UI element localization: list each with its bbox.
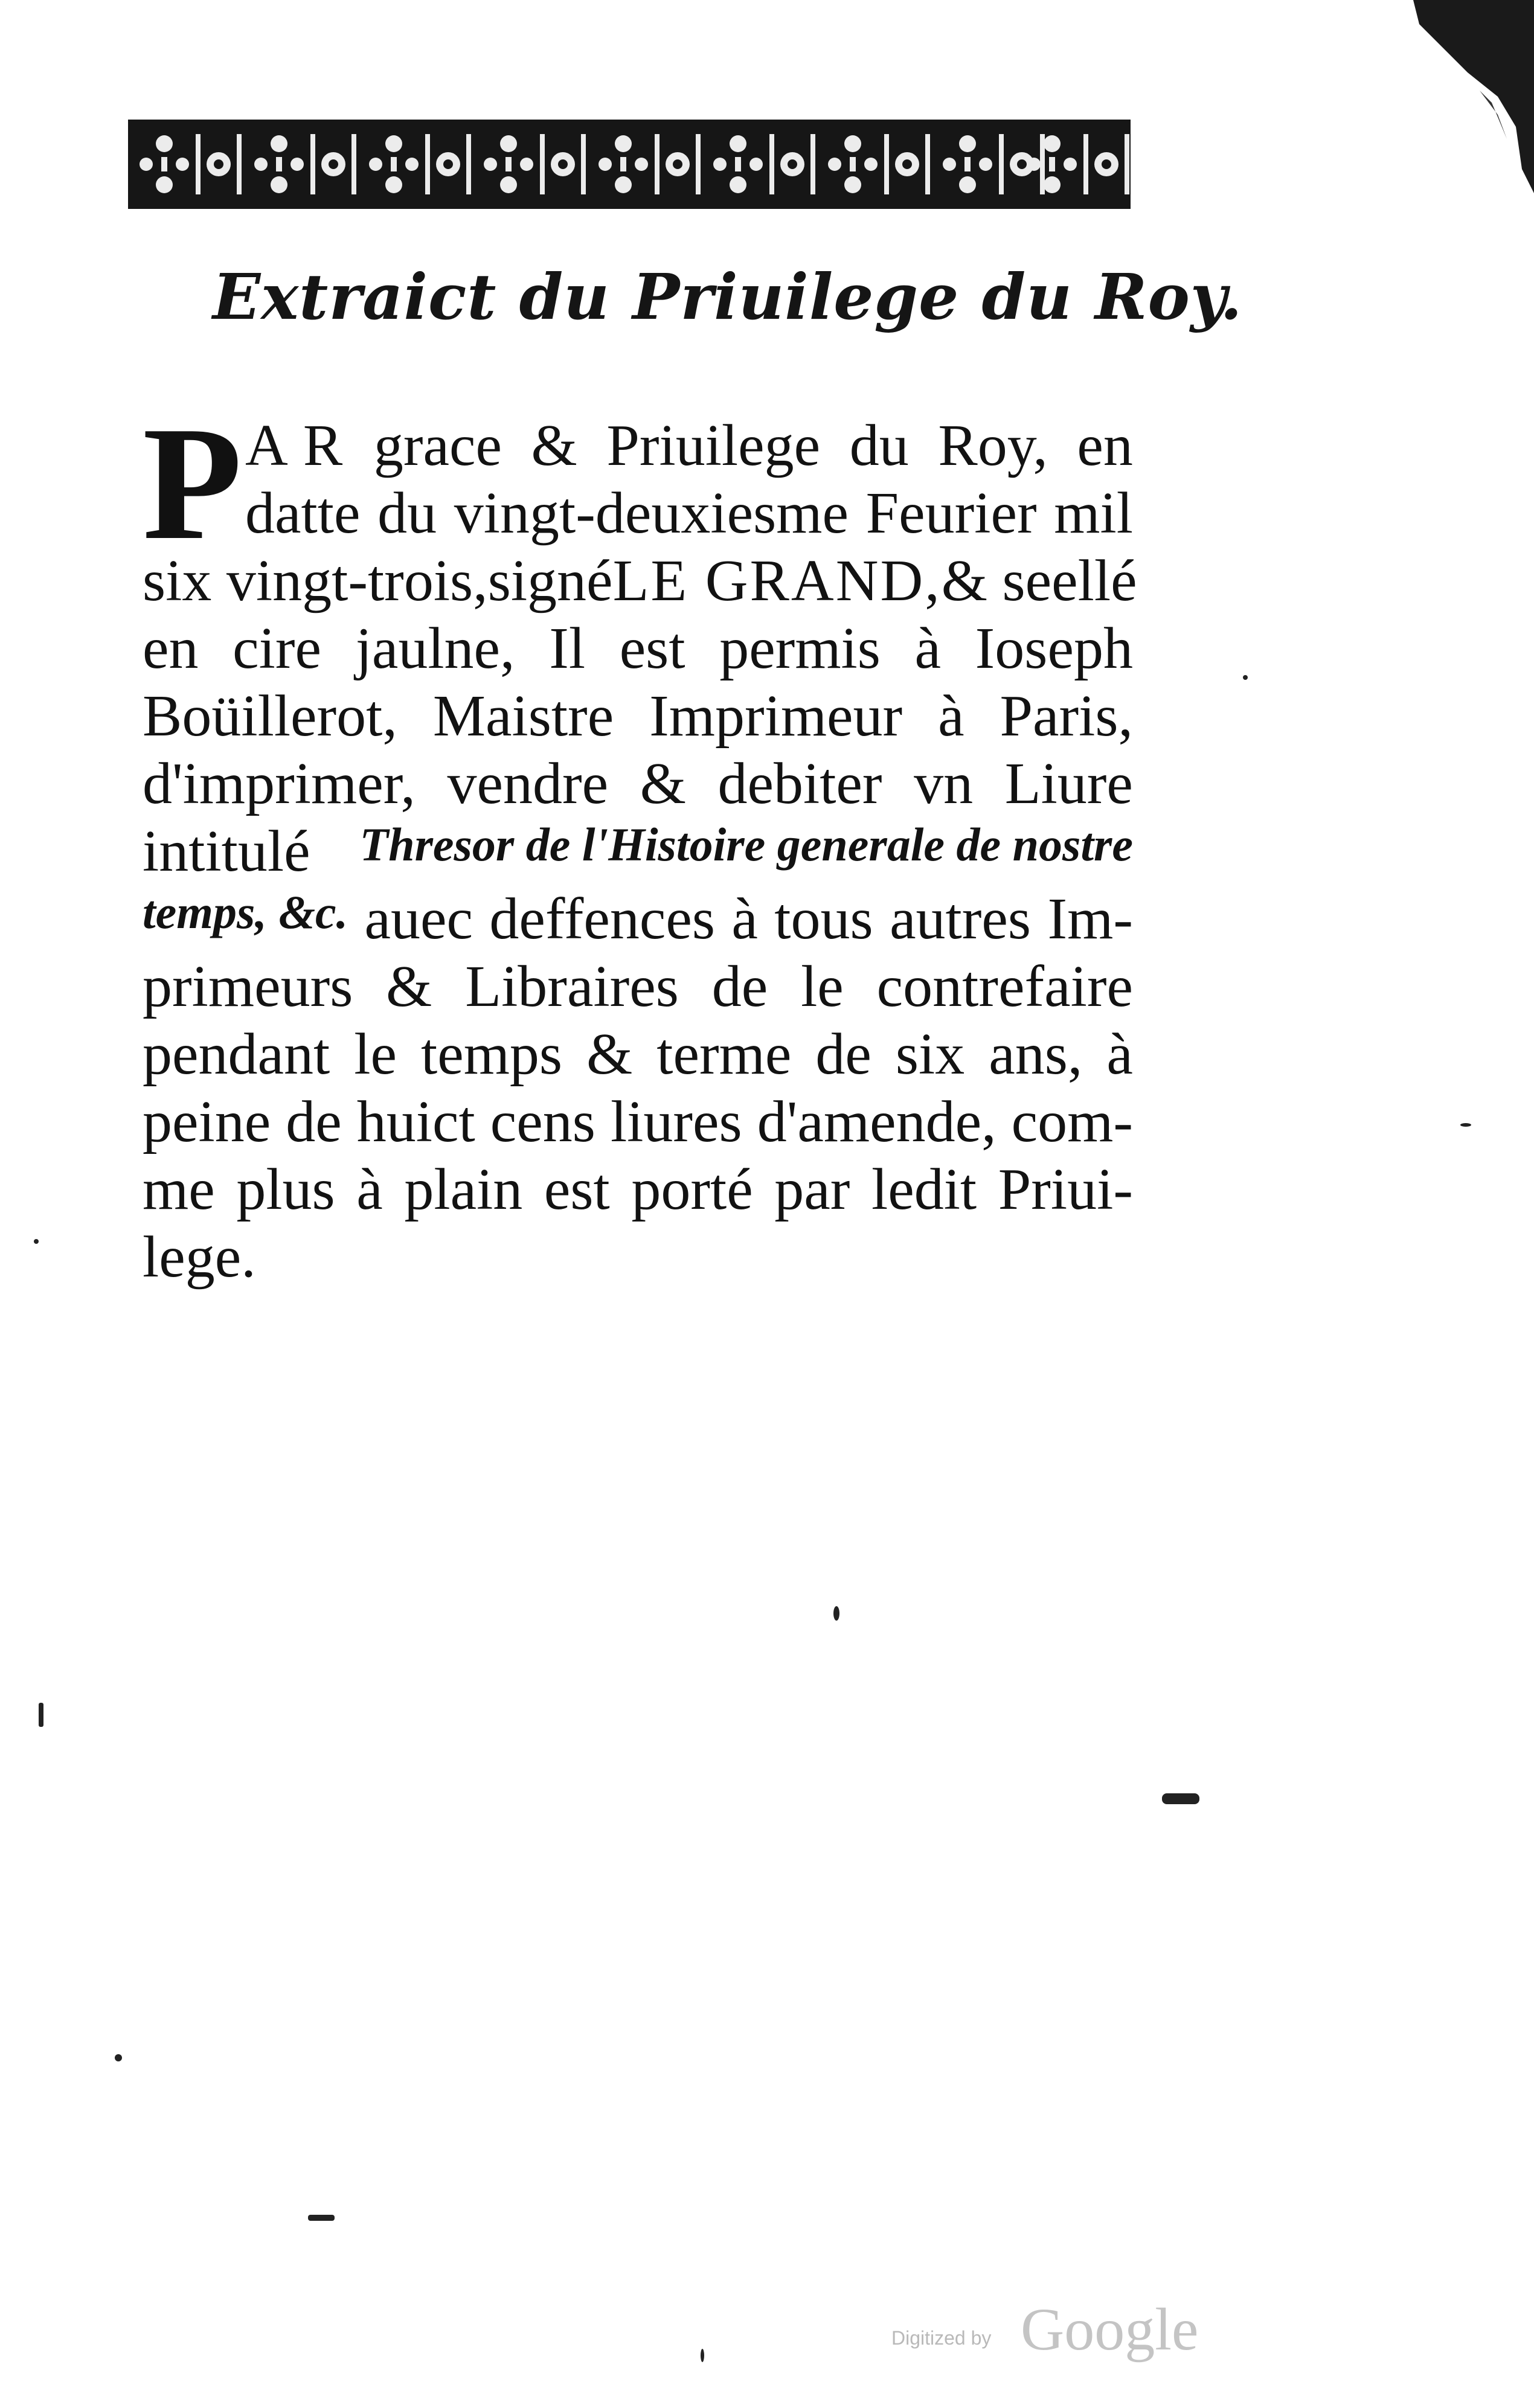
ink-speck (308, 2215, 335, 2221)
text-line: peine de huict cens liures d'amende, com- (143, 1089, 1133, 1154)
dropcap: P (143, 393, 242, 574)
text-line: primeurs & Libraires de le contrefaire (143, 954, 1133, 1019)
text-line: datte du vingt-deuxiesme Feurier mil (245, 481, 1133, 546)
book-title-italic: Thresor de l'Histoire generale de nostre (359, 818, 1133, 871)
ink-speck (39, 1703, 43, 1727)
ink-speck (115, 2054, 122, 2061)
text-line: A R grace & Priuilege du Roy, en (245, 413, 1133, 478)
digitized-by-label: Digitized by (891, 2327, 992, 2349)
ink-speck (701, 2349, 704, 2362)
decorative-ornament-band (128, 120, 1131, 209)
page-title: Extraict du Priuilege du Roy. (213, 260, 1243, 334)
ink-speck (833, 1606, 839, 1621)
text-line: six vingt-trois, signé LE GRAND, & seellé (143, 548, 1137, 613)
text-line: intitulé Thresor de l'Histoire generale de nostre (143, 818, 1133, 884)
google-watermark: Google (1021, 2296, 1199, 2363)
text-line: lege. (143, 1225, 256, 1290)
text-line: Boüillerot, Maistre Imprimeur à Paris, (143, 684, 1133, 749)
corner-ink-smudge (1377, 0, 1534, 193)
ink-speck (1243, 675, 1248, 680)
text-line: d'imprimer, vendre & debiter vn Liure (143, 751, 1133, 816)
text-line: en cire jaulne, Il est permis à Ioseph (143, 616, 1133, 681)
text-line: temps, &c. auec deffences à tous autres Im- (143, 886, 1133, 952)
ink-speck (34, 1239, 39, 1244)
ink-speck (1460, 1123, 1471, 1127)
text-line: me plus à plain est porté par ledit Priui- (143, 1157, 1133, 1222)
ink-smudge (1162, 1793, 1199, 1804)
text-line: pendant le temps & terme de six ans, à (143, 1022, 1133, 1087)
